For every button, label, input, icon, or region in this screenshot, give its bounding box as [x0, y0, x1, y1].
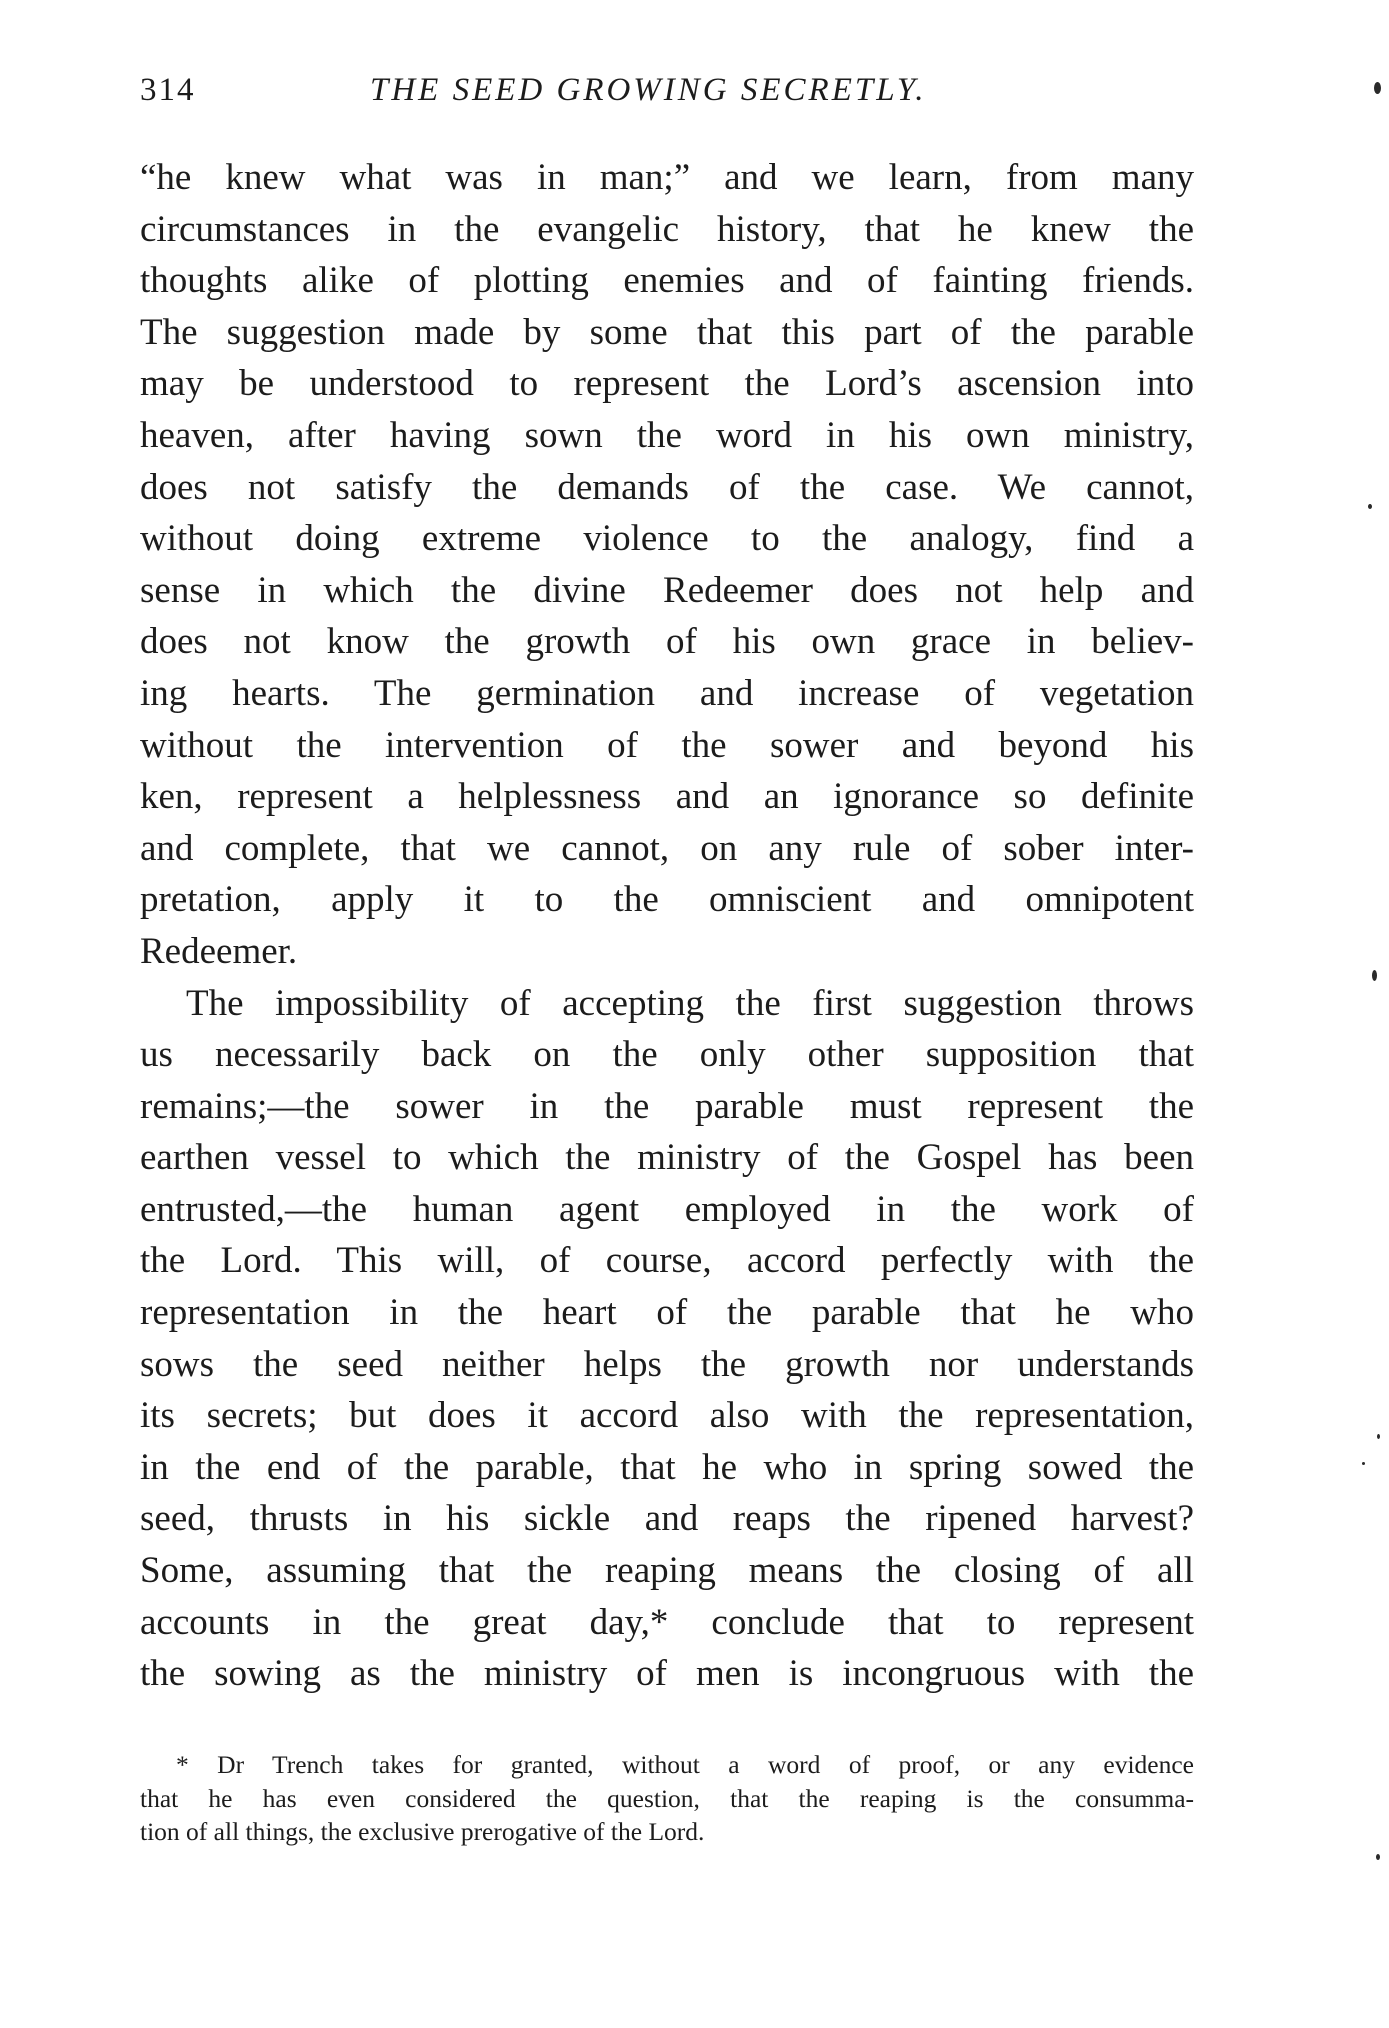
text-line: Some, assuming that the reaping means the closing of all: [140, 1550, 1194, 1592]
text-line: pretation, apply it to the omniscient and omnipotent: [140, 879, 1194, 921]
text-line: in the end of the parable, that he who in spring sowed the: [140, 1446, 1194, 1488]
text-line: sense in which the divine Redeemer does not help and: [140, 569, 1194, 611]
text-line: us necessarily back on the only other supposition that: [140, 1034, 1194, 1076]
ink-speck: [1362, 1462, 1365, 1465]
text-line: Redeemer.: [140, 930, 298, 972]
text-line: earthen vessel to which the ministry of the Gospel has been: [140, 1137, 1194, 1179]
ink-speck: [1377, 1434, 1380, 1439]
text-line: remains;—the sower in the parable must represent the: [140, 1085, 1194, 1127]
page-number: 314: [140, 72, 196, 108]
text-line: accounts in the great day,* conclude that to represent: [140, 1601, 1194, 1643]
text-line: does not satisfy the demands of the case. We cannot,: [140, 466, 1194, 508]
text-line: without the intervention of the sower and beyond his: [140, 724, 1194, 766]
text-line: ing hearts. The germination and increase of vegetation: [140, 672, 1194, 714]
text-line: thoughts alike of plotting enemies and of fainting friends.: [140, 260, 1194, 302]
text-line: its secrets; but does it accord also with the representation,: [140, 1395, 1194, 1437]
text-line: does not know the growth of his own grace in believ-: [140, 621, 1194, 663]
text-line: The suggestion made by some that this part of the parable: [140, 311, 1194, 353]
body-text: [140, 152, 1194, 1700]
text-line: heaven, after having sown the word in his own ministry,: [140, 414, 1194, 456]
text-line: ken, represent a helplessness and an ignorance so definite: [140, 776, 1194, 818]
text-line: the Lord. This will, of course, accord perfectly with the: [140, 1240, 1194, 1282]
ink-speck: [1372, 970, 1377, 981]
text-line: entrusted,—the human agent employed in the work of: [140, 1188, 1194, 1230]
text-line: and complete, that we cannot, on any rule of sober inter-: [140, 827, 1194, 869]
text-line: sows the seed neither helps the growth nor understands: [140, 1343, 1194, 1385]
footnote-line: tion of all things, the exclusive prerogative of the Lord.: [140, 1817, 705, 1846]
text-line: without doing extreme violence to the analogy, find a: [140, 518, 1194, 560]
text-line: The impossibility of accepting the first suggestion throws: [186, 982, 1194, 1024]
footnote: [140, 1748, 1194, 1849]
text-line: may be understood to represent the Lord’s ascension into: [140, 363, 1194, 405]
text-line: representation in the heart of the parable that he who: [140, 1292, 1194, 1334]
footnote-line: * Dr Trench takes for granted, without a word of proof, or any evidence: [176, 1750, 1194, 1779]
text-line: circumstances in the evangelic history, that he knew the: [140, 208, 1194, 250]
footnote-line: that he has even considered the question, that the reaping is the consumma-: [140, 1783, 1194, 1813]
text-line: seed, thrusts in his sickle and reaps the ripened harvest?: [140, 1498, 1194, 1540]
running-title: THE SEED GROWING SECRETLY.: [370, 72, 927, 108]
ink-speck: [1374, 82, 1381, 94]
ink-speck: [1376, 1854, 1380, 1860]
text-line: “he knew what was in man;” and we learn, from many: [140, 157, 1194, 198]
running-head: [140, 72, 1194, 120]
ink-speck: [1368, 504, 1372, 509]
text-line: the sowing as the ministry of men is incongruous with the: [140, 1653, 1194, 1695]
